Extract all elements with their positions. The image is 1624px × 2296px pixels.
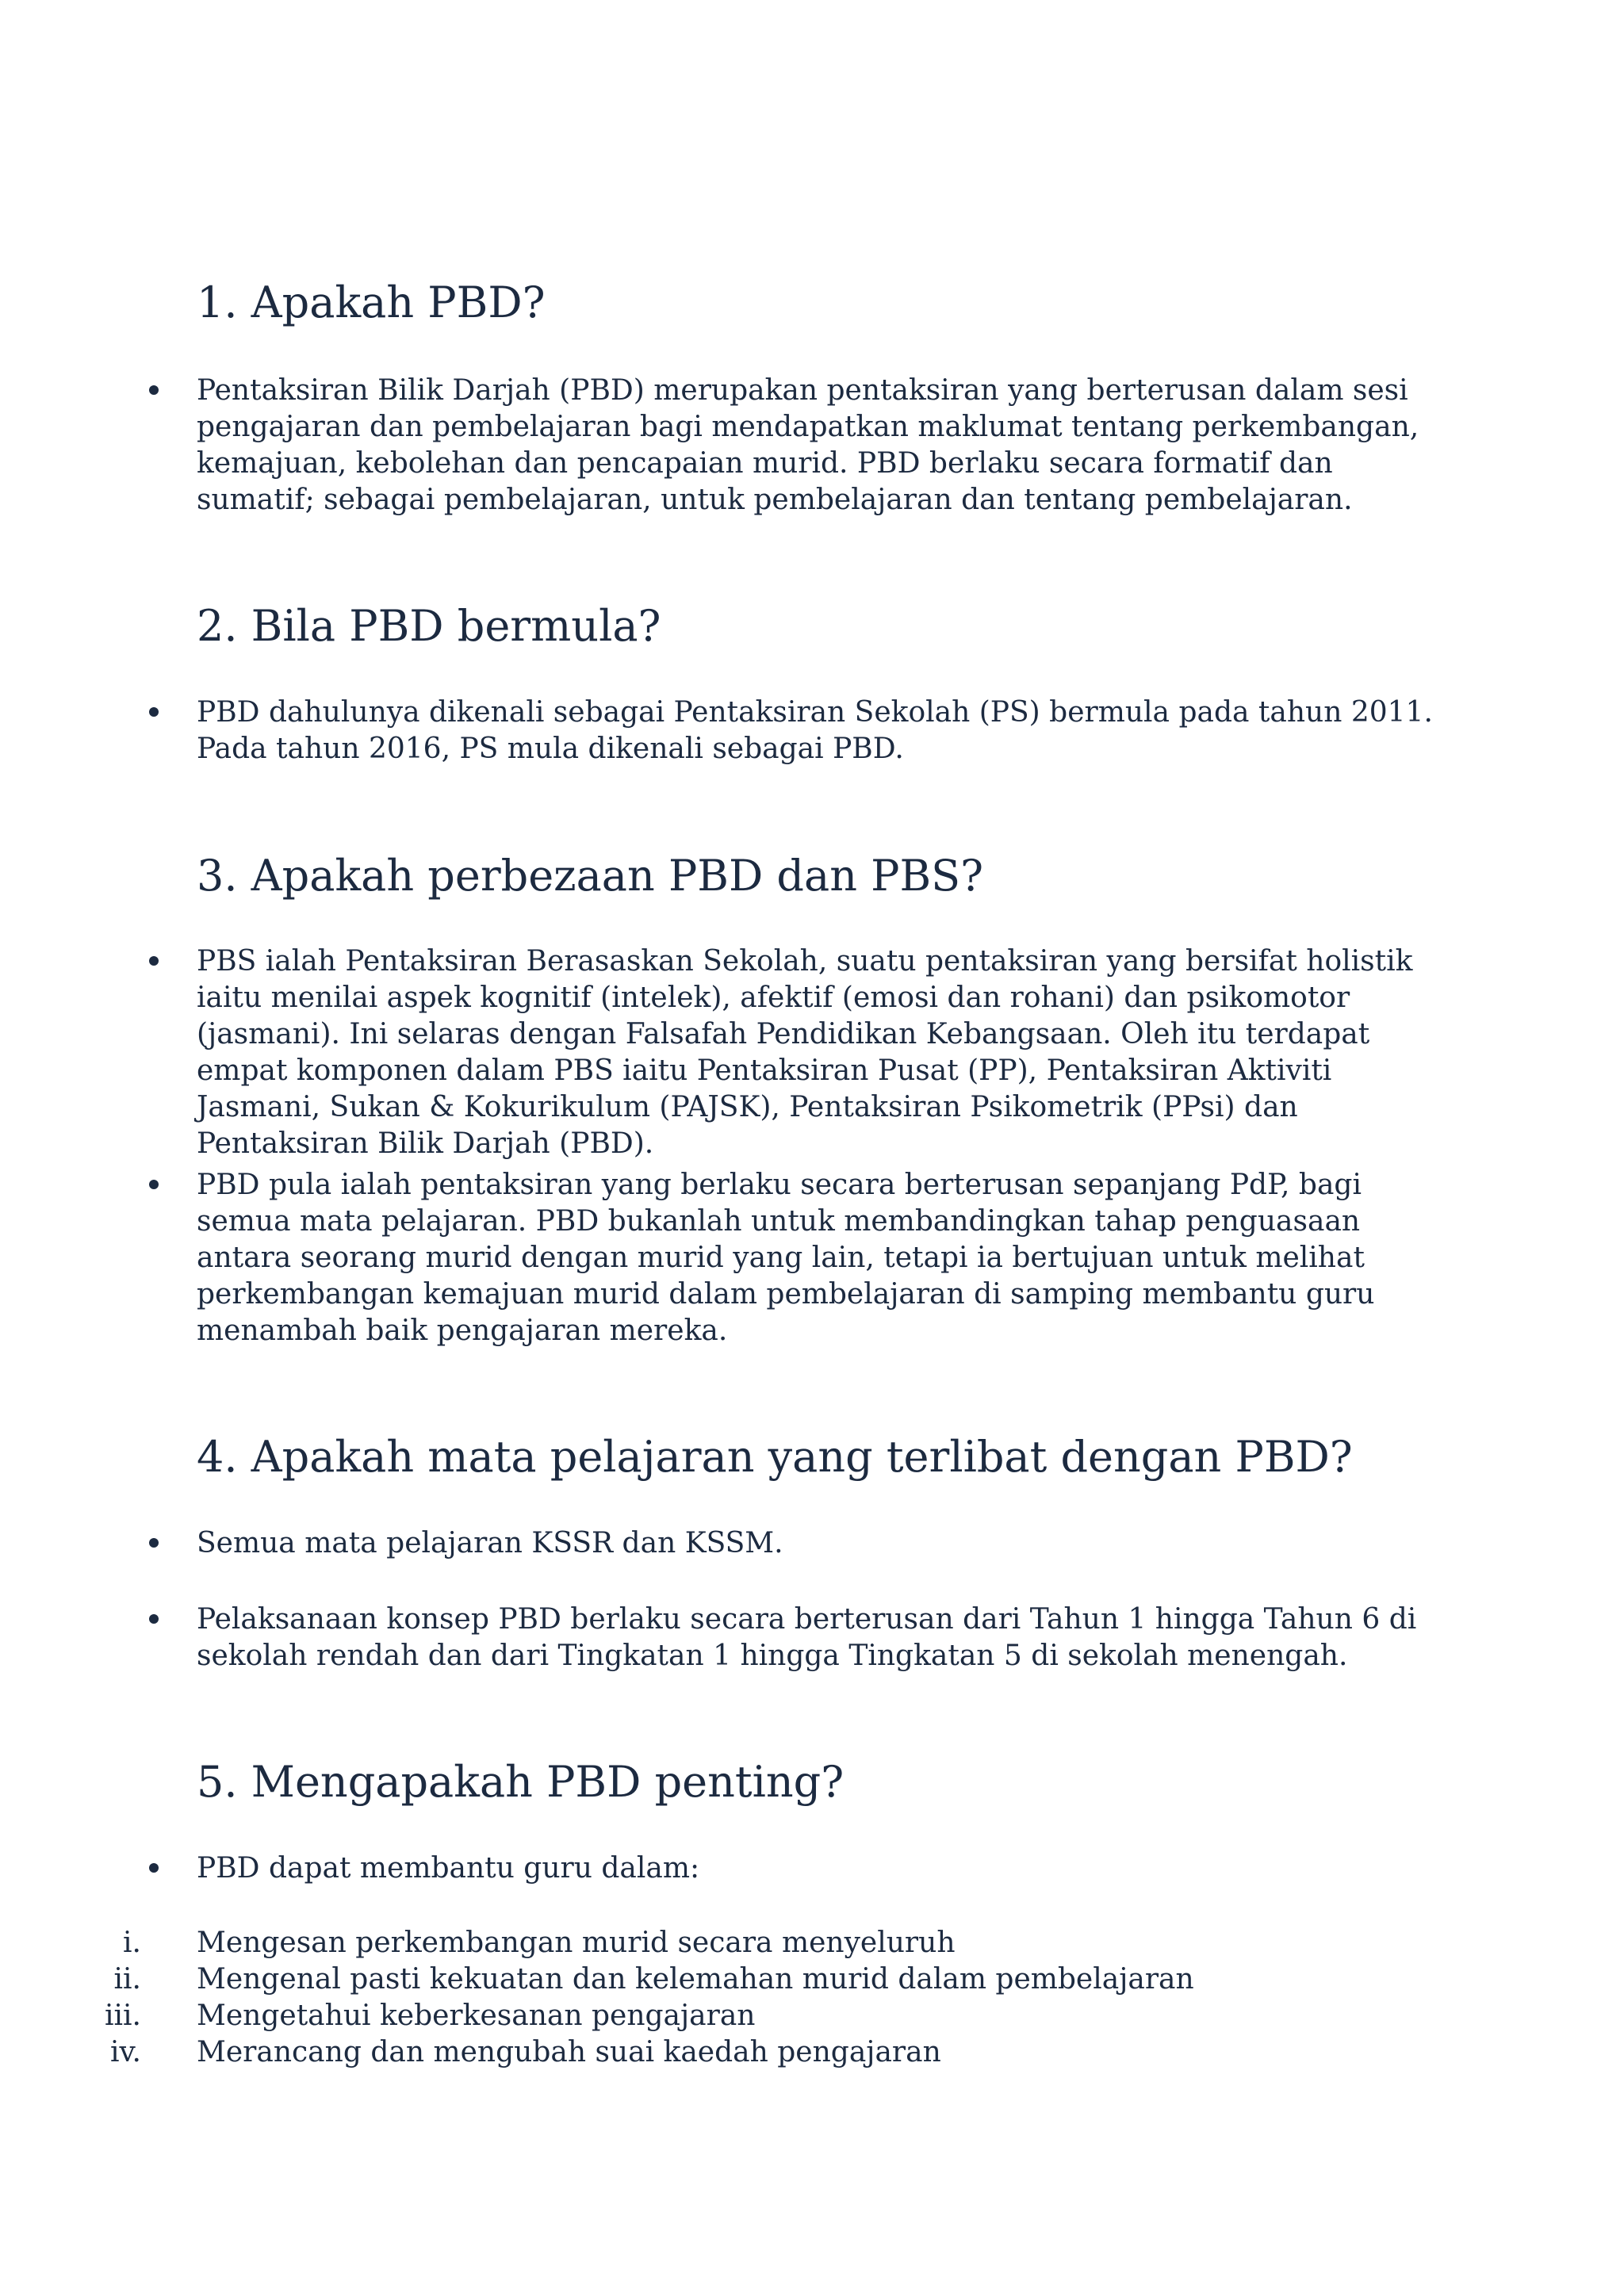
bullet-icon: [149, 1614, 159, 1624]
bullet-item: [197, 1525, 1434, 1562]
bullet-item: [197, 943, 1434, 1162]
list-item: [123, 1925, 956, 1961]
heading-section-1: 1. Apakah PBD?: [197, 277, 546, 327]
bullet-icon: [149, 385, 159, 395]
bullet-item: [197, 373, 1434, 519]
heading-section-3: 3. Apakah perbezaan PBD dan PBS?: [197, 851, 984, 901]
list-item-text: Mengesan perkembangan murid secara menyeluruh: [197, 1927, 956, 1959]
paragraph: PBD pula ialah pentaksiran yang berlaku secara berterusan sepanjang PdP, bagi semua mata pelajaran. PBD bukanlah untuk membandingkan tahap penguasaan antara seorang murid dengan murid yang lain, tetapi ia bertujuan untuk melihat perkembangan kemajuan murid dalam pembelajaran di samping membantu guru menambah baik pengajaran mereka.: [197, 1169, 1375, 1347]
list-number: i.: [123, 1927, 141, 1959]
paragraph: PBD dapat membantu guru dalam:: [197, 1852, 700, 1885]
paragraph: PBS ialah Pentaksiran Berasaskan Sekolah, suatu pentaksiran yang bersifat holistik iaitu menilai aspek kognitif (intelek), afektif (emosi dan rohani) dan psikomotor (jasmani). Ini selaras dengan Falsafah Pendidikan Kebangsaan. Oleh itu terdapat empat komponen dalam PBS iaitu Pentaksiran Pusat (PP), Pentaksiran Aktiviti Jasmani, Sukan & Kokurikulum (PAJSK), Pentaksiran Psikometrik (PPsi) dan Pentaksiran Bilik Darjah (PBD).: [197, 945, 1413, 1160]
list-number: iv.: [109, 2036, 141, 2068]
heading-section-2: 2. Bila PBD bermula?: [197, 601, 661, 651]
list-item-text: Mengetahui keberkesanan pengajaran: [197, 1999, 756, 2032]
bullet-icon: [149, 1180, 159, 1189]
list-item: [113, 1961, 1194, 1998]
bullet-icon: [149, 1538, 159, 1548]
list-item-text: Mengenal pasti kekuatan dan kelemahan murid dalam pembelajaran: [197, 1963, 1194, 1996]
paragraph: Pentaksiran Bilik Darjah (PBD) merupakan pentaksiran yang berterusan dalam sesi pengajaran dan pembelajaran bagi mendapatkan maklumat tentang perkembangan, kemajuan, kebolehan dan pencapaian murid. PBD berlaku secara formatif dan sumatif; sebagai pembelajaran, untuk pembelajaran dan tentang pembelajaran.: [197, 374, 1419, 516]
list-number: iii.: [105, 1999, 141, 2032]
bullet-item: [197, 1601, 1434, 1674]
bullet-icon: [149, 707, 159, 717]
bullet-icon: [149, 1863, 159, 1873]
bullet-item: [197, 1850, 1434, 1887]
bullet-icon: [149, 956, 159, 966]
list-number: ii.: [113, 1963, 141, 1996]
bullet-item: [197, 1167, 1434, 1349]
paragraph: PBD dahulunya dikenali sebagai Pentaksiran Sekolah (PS) bermula pada tahun 2011. Pada tahun 2016, PS mula dikenali sebagai PBD.: [197, 696, 1433, 765]
paragraph: Pelaksanaan konsep PBD berlaku secara berterusan dari Tahun 1 hingga Tahun 6 di sekolah rendah dan dari Tingkatan 1 hingga Tingkatan 5 di sekolah menengah.: [197, 1603, 1417, 1672]
list-item-text: Merancang dan mengubah suai kaedah pengajaran: [197, 2036, 941, 2068]
bullet-item: [197, 695, 1434, 767]
heading-section-5: 5. Mengapakah PBD penting?: [197, 1757, 845, 1807]
paragraph: Semua mata pelajaran KSSR dan KSSM.: [197, 1527, 783, 1559]
list-item: [109, 2034, 941, 2071]
list-item: [105, 1998, 756, 2034]
heading-section-4: 4. Apakah mata pelajaran yang terlibat dengan PBD?: [197, 1432, 1353, 1482]
